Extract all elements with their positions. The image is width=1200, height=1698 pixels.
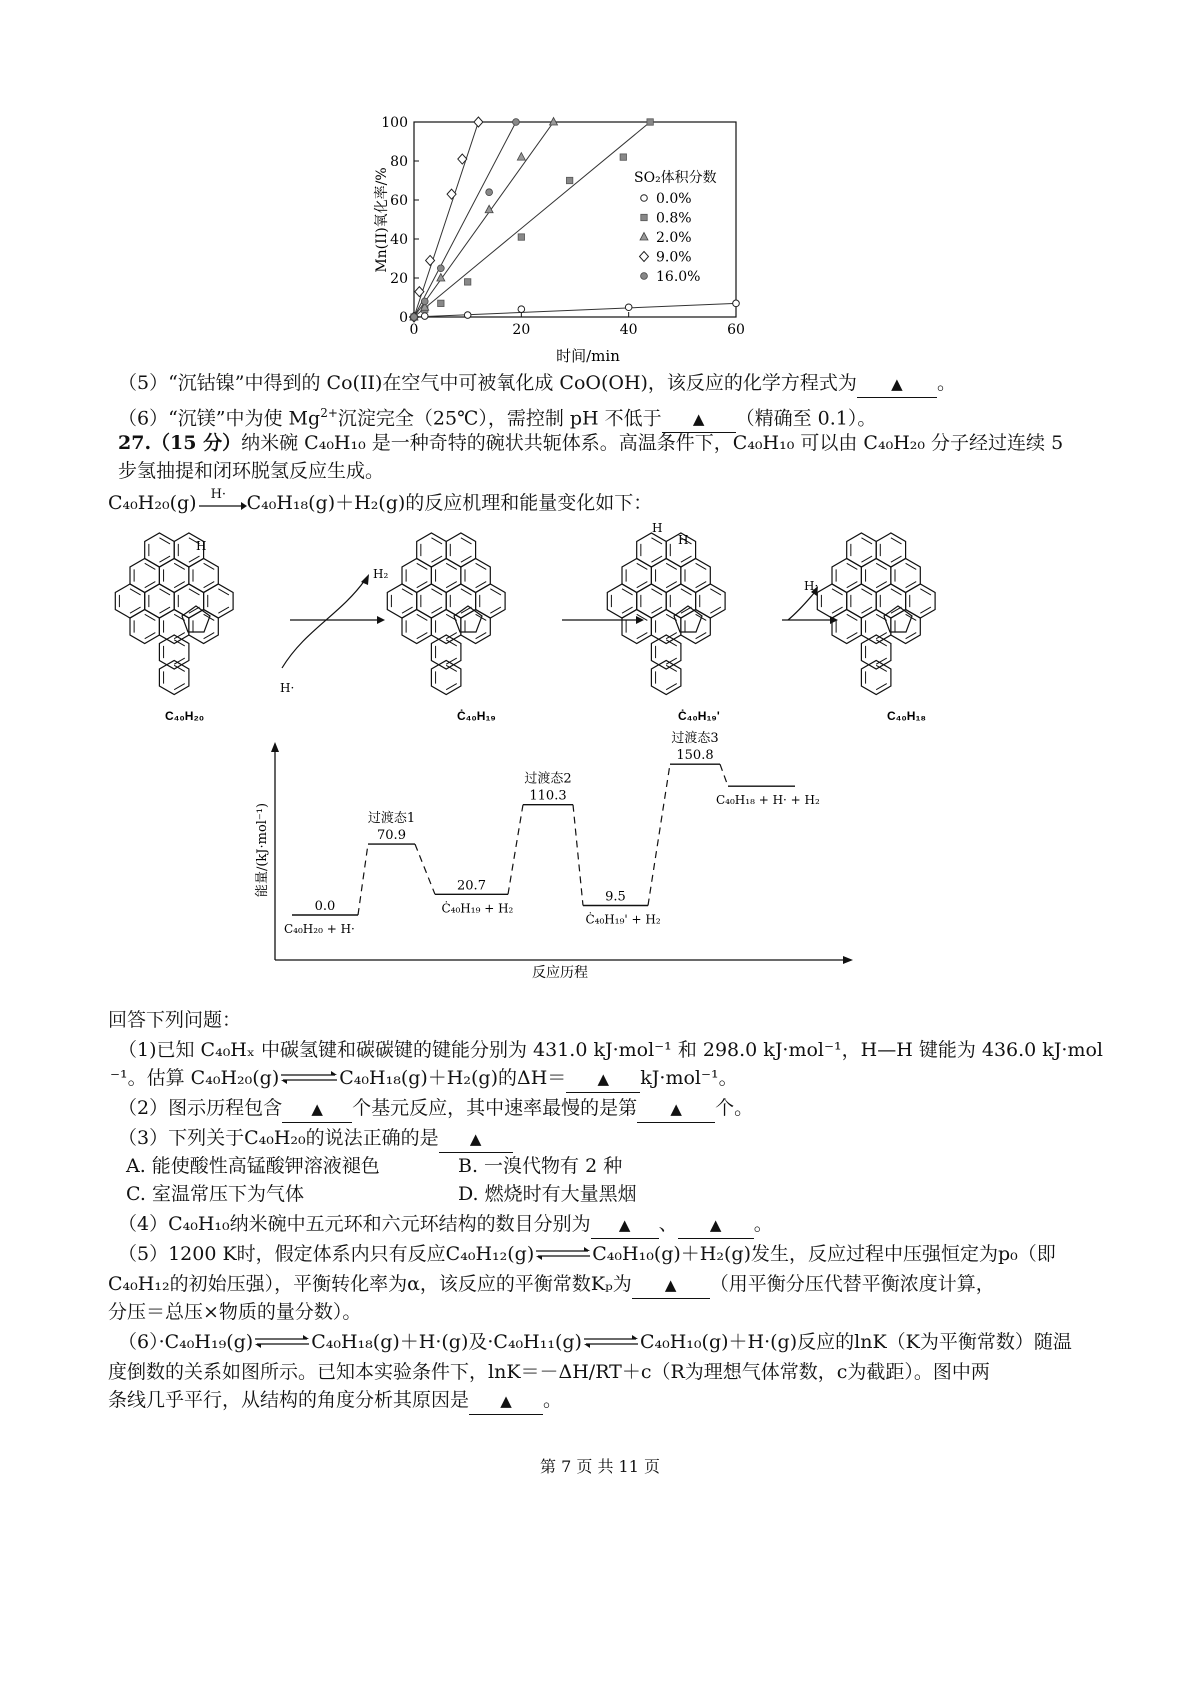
data-point bbox=[518, 306, 525, 313]
q27-line3: C₄₀H₂₀(g) H· C₄₀H₁₈(g)＋H₂(g)的反应机理和能量变化如下： bbox=[108, 487, 653, 514]
chart-xlabel: 时间/min bbox=[556, 347, 620, 365]
energy-diagram bbox=[240, 731, 880, 985]
data-point bbox=[464, 279, 470, 285]
p6-line1: （6）·C₄₀H₁₉(g) C₄₀H₁₈(g)＋H·(g)及·C₄₀H₁₁(g) C₄₀H₁₀(g)＋H·(g)反应的lnK（K为平衡常数）随温 bbox=[118, 1331, 1072, 1353]
q6-line: （6）“沉镁”中为使 $Mg^{2+}$沉淀完全（25℃），需控制 pH 不低于 ▲ （精确至 0.1）。 bbox=[118, 400, 876, 433]
q27-line1: 27.（15 分）纳米碗 C₄₀H₁₀ 是一种奇特的碗状共轭体系。高温条件下，C₄₀H₁₀ 可以由 C₄₀H₂₀ 分子经过连续 5 bbox=[118, 432, 1064, 454]
energy-value: 150.8 bbox=[676, 748, 714, 764]
data-point bbox=[437, 265, 444, 272]
question-number: 27.（15 分） bbox=[118, 432, 242, 454]
option-c[interactable]: C. 室温常压下为气体 bbox=[126, 1183, 304, 1205]
data-point bbox=[641, 195, 648, 202]
molecule-structure bbox=[607, 533, 725, 695]
energy-value: 9.5 bbox=[605, 889, 626, 905]
energy-value: 20.7 bbox=[457, 878, 486, 894]
energy-connector bbox=[508, 805, 523, 895]
mol-label-3: Ċ₄₀H₁₉' bbox=[678, 709, 720, 723]
q5-line: （5）“沉钴镍”中得到的 Co(II)在空气中可被氧化成 CoO(OH)，该反应的化学方程式为 ▲ 。 bbox=[118, 370, 956, 398]
page-footer: 第 7 页 共 11 页 bbox=[540, 1457, 660, 1476]
energy-connector bbox=[415, 844, 435, 894]
mol-label-1: C₄₀H₂₀ bbox=[165, 709, 205, 723]
energy-connector bbox=[720, 764, 728, 786]
answer-blank[interactable]: ▲ bbox=[857, 370, 937, 398]
h-atom-2: H bbox=[652, 521, 663, 535]
species-label: C₄₀H₂₀ + H· bbox=[284, 922, 355, 936]
answer-blank[interactable]: ▲ bbox=[662, 405, 736, 433]
answer-blank[interactable]: ▲ bbox=[632, 1271, 710, 1299]
transition-state-label: 过渡态2 bbox=[524, 771, 572, 787]
pentagon-ring bbox=[674, 606, 702, 632]
y-tick-label: 40 bbox=[390, 232, 408, 248]
data-point bbox=[485, 205, 493, 213]
data-point bbox=[486, 189, 493, 196]
data-point bbox=[411, 314, 418, 321]
legend-entry: 2.0% bbox=[656, 230, 692, 246]
species-label: Ċ₄₀H₁₉' + H₂ bbox=[585, 912, 661, 927]
chart-ylabel: Mn(II)氧化率/% bbox=[374, 167, 390, 273]
p5-line3: 分压＝总压×物质的量分数）。 bbox=[108, 1301, 362, 1323]
energy-connector bbox=[358, 844, 368, 915]
y-tick-label: 80 bbox=[390, 154, 408, 170]
species-label: C₄₀H₁₈ + H· + H₂ bbox=[716, 793, 820, 808]
data-point bbox=[641, 214, 647, 220]
legend-entry: 0.8% bbox=[656, 210, 692, 227]
answer-blank[interactable]: ▲ bbox=[678, 1211, 754, 1239]
p5-line2: C₄₀H₁₂的初始压强），平衡转化率为α，该反应的平衡常数Kₚ为 ▲ （用平衡分压代替平衡浓度计算， bbox=[108, 1271, 995, 1299]
p4-line: （4）C₄₀H₁₀纳米碗中五元环和六元环结构的数目分别为 ▲ 、 ▲ 。 bbox=[118, 1211, 773, 1239]
fit-line bbox=[414, 122, 478, 317]
molecule-structure bbox=[817, 533, 935, 695]
option-a[interactable]: A. 能使酸性高锰酸钾溶液褪色 bbox=[126, 1155, 380, 1177]
data-point bbox=[415, 287, 424, 297]
energy-value: 70.9 bbox=[377, 828, 406, 844]
energy-xlabel: 反应历程 bbox=[532, 965, 588, 981]
species-label: Ċ₄₀H₁₉ + H₂ bbox=[441, 901, 514, 916]
data-point bbox=[464, 312, 471, 319]
y-tick-label: 100 bbox=[381, 115, 408, 131]
y-tick-label: 0 bbox=[399, 310, 408, 326]
legend-entry: 16.0% bbox=[656, 269, 701, 285]
q5-text: （5）“沉钴镍”中得到的 Co(II)在空气中可被氧化成 CoO(OH)，该反应的化学方程式为 bbox=[118, 372, 857, 394]
energy-connector bbox=[573, 805, 583, 906]
data-point bbox=[566, 177, 572, 183]
answer-blank[interactable]: ▲ bbox=[439, 1125, 513, 1153]
answer-intro: 回答下列问题： bbox=[108, 1009, 242, 1031]
data-point bbox=[474, 117, 483, 127]
data-point bbox=[421, 313, 428, 320]
energy-ylabel: 能量/(kJ·mol⁻¹) bbox=[255, 802, 270, 898]
transition-state-label: 过渡态3 bbox=[671, 731, 719, 747]
data-point bbox=[421, 298, 428, 305]
hdot-out-label: H· bbox=[804, 579, 819, 593]
p2-line: （2）图示历程包含 ▲ 个基元反应，其中速率最慢的是第 ▲ 个。 bbox=[118, 1095, 753, 1123]
data-point bbox=[641, 273, 648, 280]
y-tick-label: 20 bbox=[390, 271, 408, 287]
option-b[interactable]: B. 一溴代物有 2 种 bbox=[458, 1155, 623, 1177]
p6-line2: 度倒数的关系如图所示。已知本实验条件下，lnK＝－ΔH/RT＋c（R为理想气体常数，c为截距）。图中两 bbox=[108, 1361, 990, 1383]
data-point bbox=[447, 189, 456, 199]
data-point bbox=[640, 233, 648, 241]
y-tick-label: 60 bbox=[390, 193, 408, 209]
p3-line: （3）下列关于C₄₀H₂₀的说法正确的是 ▲ bbox=[118, 1125, 513, 1153]
answer-blank[interactable]: ▲ bbox=[591, 1211, 659, 1239]
mol-label-4: C₄₀H₁₈ bbox=[887, 709, 927, 723]
mol-label-2: Ċ₄₀H₁₉ bbox=[457, 709, 496, 723]
answer-blank[interactable]: ▲ bbox=[637, 1095, 715, 1123]
legend-entry: 9.0% bbox=[656, 249, 692, 266]
x-tick-label: 0 bbox=[409, 322, 419, 338]
oxidation-chart bbox=[370, 105, 810, 370]
p5-line1: （5）1200 K时，假定体系内只有反应C₄₀H₁₂(g) C₄₀H₁₀(g)＋H₂(g)发生，反应过程中压强恒定为p₀（即 bbox=[118, 1243, 1056, 1265]
molecule-structure bbox=[387, 533, 505, 695]
legend-entry: 0.0% bbox=[656, 191, 692, 207]
pentagon-ring bbox=[182, 606, 210, 632]
h-atom-1: H bbox=[196, 539, 207, 553]
answer-blank[interactable]: ▲ bbox=[566, 1065, 640, 1093]
hdot-in-label: H· bbox=[280, 681, 295, 695]
data-point bbox=[647, 119, 653, 125]
x-tick-label: 40 bbox=[619, 322, 638, 338]
transition-state-label: 过渡态1 bbox=[367, 811, 416, 827]
data-point bbox=[438, 300, 444, 306]
molecule-structure bbox=[115, 533, 233, 695]
data-point bbox=[640, 252, 649, 262]
option-d[interactable]: D. 燃烧时有大量黑烟 bbox=[458, 1183, 637, 1205]
energy-value: 0.0 bbox=[314, 899, 336, 914]
p1-line1: （1)已知 C₄₀Hₓ 中碳氢键和碳碳键的键能分别为 431.0 kJ·mol⁻¹ 和 298.0 kJ·mol⁻¹，H—H 键能为 436.0 kJ·mol bbox=[118, 1039, 1104, 1061]
pentagon-ring bbox=[884, 606, 912, 632]
data-point bbox=[518, 234, 524, 240]
q27-line2: 步氢抽提和闭环脱氢反应生成。 bbox=[118, 460, 385, 482]
pentagon-ring bbox=[454, 606, 482, 632]
x-tick-label: 20 bbox=[512, 322, 531, 338]
fit-line bbox=[414, 303, 736, 317]
data-point bbox=[625, 304, 632, 311]
legend-title: SO₂体积分数 bbox=[634, 170, 717, 186]
energy-value: 110.3 bbox=[529, 788, 567, 804]
data-point bbox=[517, 153, 525, 161]
answer-blank[interactable]: ▲ bbox=[469, 1387, 543, 1415]
data-point bbox=[620, 154, 626, 160]
p1-line2: ⁻¹。估算 C₄₀H₂₀(g) C₄₀H₁₈(g)＋H₂(g)的ΔH＝ ▲ kJ·mol⁻¹。 bbox=[110, 1065, 738, 1093]
data-point bbox=[437, 274, 445, 282]
data-point bbox=[513, 119, 520, 126]
h-atom-3: H bbox=[678, 533, 689, 547]
p6-line3: 条线几乎平行，从结构的角度分析其原因是 ▲ 。 bbox=[108, 1387, 562, 1415]
h2-label: H₂ bbox=[373, 567, 389, 581]
fit-line bbox=[414, 122, 516, 317]
answer-blank[interactable]: ▲ bbox=[282, 1095, 352, 1123]
data-point bbox=[550, 118, 558, 126]
energy-connector bbox=[648, 764, 670, 905]
mechanism-diagram bbox=[100, 520, 1100, 735]
data-point bbox=[733, 300, 740, 307]
x-tick-label: 60 bbox=[727, 322, 745, 338]
data-point bbox=[426, 255, 435, 265]
